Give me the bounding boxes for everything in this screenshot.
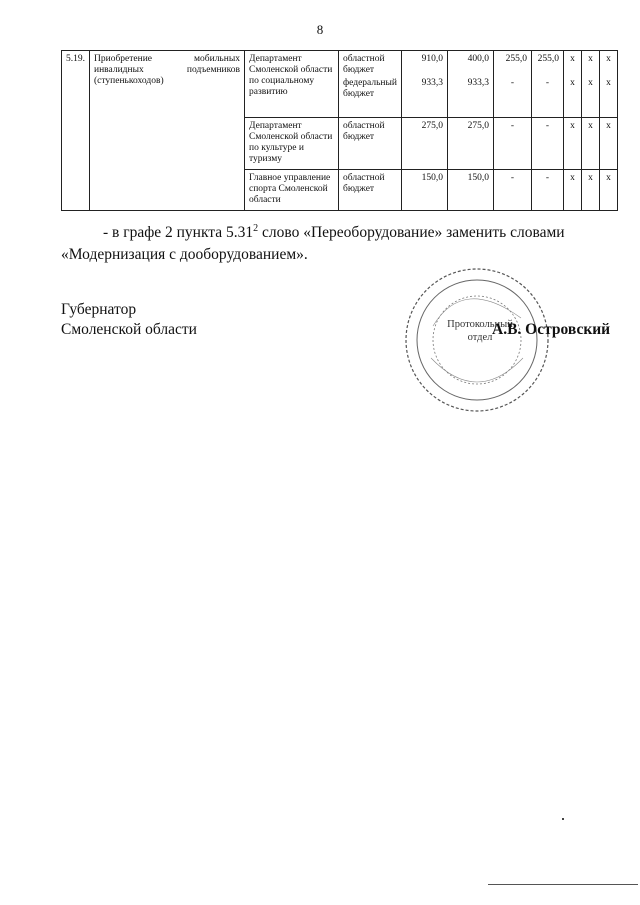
source-cell: областной бюджет [339, 118, 402, 170]
total-cell [401, 51, 447, 118]
executor-cell: Главное управление спорта Смоленской области [245, 170, 339, 211]
table-row [62, 51, 618, 118]
year2-cell [493, 51, 531, 118]
value: 255,0 [537, 54, 559, 64]
executor-cell: Департамент Смоленской области по социальному развитию [245, 51, 339, 118]
text-span: - в графе 2 пункта 5.31 [103, 224, 254, 242]
year1-cell: 150,0 [447, 170, 493, 211]
program-table [61, 50, 618, 211]
total-cell: 150,0 [401, 170, 447, 211]
year1-cell [447, 51, 493, 118]
col-x2 [581, 51, 599, 118]
value: x [606, 54, 611, 64]
year3-cell [531, 51, 563, 118]
item-name-rest: инвалидных подъемников (ступенькоходов) [94, 65, 240, 86]
footer-line [488, 884, 638, 885]
year1-cell: 275,0 [447, 118, 493, 170]
value: - [510, 78, 515, 88]
stamp-line: отдел [467, 332, 493, 343]
title-line: Смоленской области [61, 321, 197, 338]
paragraph-line: «Модернизация с дооборудованием». [61, 246, 308, 264]
value: x [588, 78, 593, 88]
item-name-cell [90, 51, 245, 211]
title-line: Губернатор [61, 301, 137, 318]
col-x3: x [599, 170, 617, 211]
source-cell: областной бюджет [339, 170, 402, 211]
row-number: 5.19. [62, 51, 90, 211]
value: 933,3 [421, 78, 443, 88]
speck [562, 818, 564, 820]
source-line: областной бюджет [343, 54, 385, 75]
year2-cell: - [493, 170, 531, 211]
superscript: 2 [253, 223, 259, 234]
amendment-paragraph [61, 218, 611, 266]
col-x1 [563, 51, 581, 118]
paragraph-line [61, 218, 611, 244]
item-word: мобильных [194, 54, 240, 64]
col-x2: x [581, 118, 599, 170]
value: 910,0 [421, 54, 443, 64]
col-x2: x [581, 170, 599, 211]
value: 933,3 [467, 78, 489, 88]
value: - [545, 78, 550, 88]
value: x [606, 78, 611, 88]
value: x [570, 78, 575, 88]
source-line: федеральный бюджет [343, 78, 397, 99]
col-x3 [599, 51, 617, 118]
signatory-name: А.В. Островский [492, 321, 611, 338]
col-x1: x [563, 118, 581, 170]
value: 400,0 [467, 54, 489, 64]
text-span: слово «Переоборудование» заменить словами [258, 224, 565, 242]
value: x [588, 54, 593, 64]
executor-cell: Департамент Смоленской области по культуре и туризму [245, 118, 339, 170]
col-x3: x [599, 118, 617, 170]
year3-cell: - [531, 118, 563, 170]
source-cell [339, 51, 402, 118]
total-cell: 275,0 [401, 118, 447, 170]
page-number: 8 [316, 22, 324, 37]
year2-cell: - [493, 118, 531, 170]
col-x1: x [563, 170, 581, 211]
year3-cell: - [531, 170, 563, 211]
value: x [570, 54, 575, 64]
value: 255,0 [505, 54, 527, 64]
item-word: Приобретение [94, 54, 152, 64]
signatory-title [61, 300, 197, 340]
stamp-line: Протокольный [447, 319, 513, 330]
